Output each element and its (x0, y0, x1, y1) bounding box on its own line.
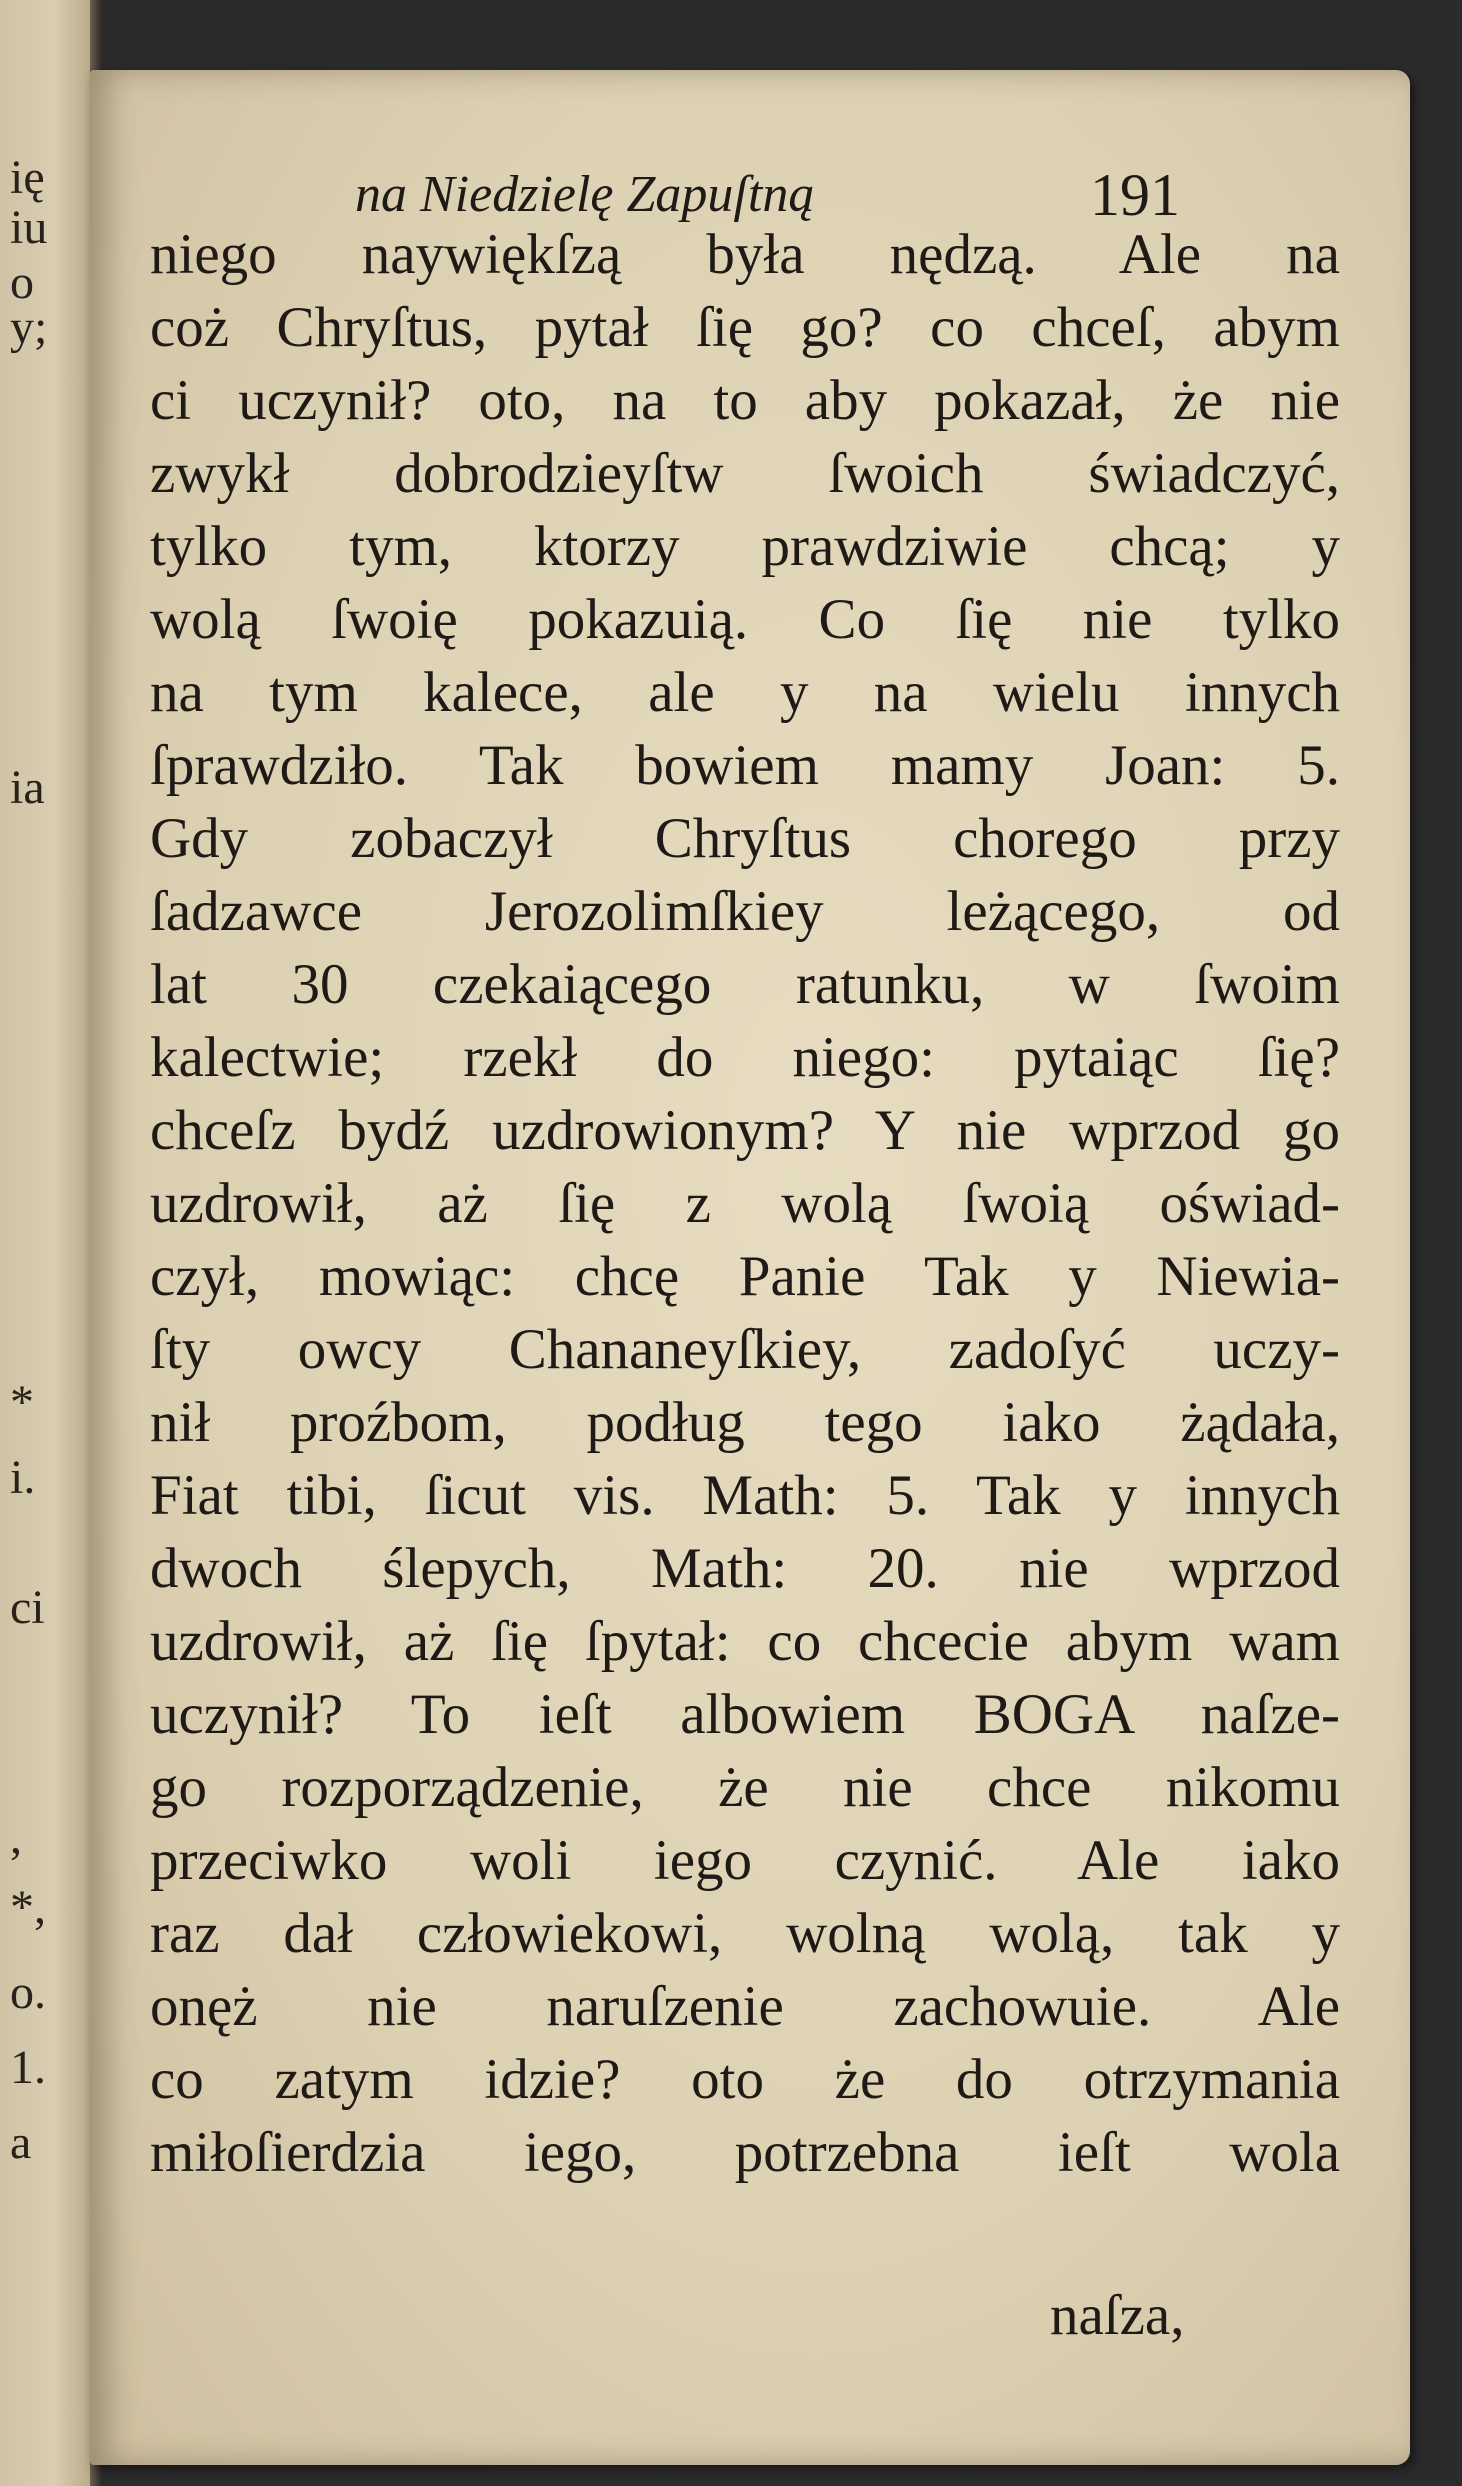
facing-page-fragment: ię (10, 151, 45, 204)
text-line: przeciwko woli iego czynić. Ale iako (150, 1829, 1340, 1892)
book-page (90, 70, 1410, 2465)
facing-page-fragment: * (10, 1376, 34, 1429)
text-line: ci uczynił? oto, na to aby pokazał, że nie (150, 369, 1340, 432)
facing-page-fragment: o (10, 256, 34, 309)
page-number: 191 (1090, 162, 1180, 228)
text-line: uzdrowił, aż ſię z wolą ſwoią oświad- (150, 1172, 1340, 1235)
facing-page-fragment: i. (10, 1451, 36, 1504)
facing-page-fragment: y; (10, 301, 48, 354)
body-text (150, 218, 1340, 2189)
text-line: kalectwie; rzekł do niego: pytaiąc ſię? (150, 1026, 1340, 1089)
text-line: dwoch ślepych, Math: 20. nie wprzod (150, 1537, 1340, 1600)
facing-page-fragment: o. (10, 1966, 46, 2019)
text-line: raz dał człowiekowi, wolną wolą, tak y (150, 1902, 1340, 1965)
running-head: na Niedzielę Zapuſtną (355, 166, 815, 223)
text-line: coż Chryſtus, pytał ſię go? co chceſ, abym (150, 296, 1340, 359)
text-line: na tym kalece, ale y na wielu innych (150, 661, 1340, 724)
text-line: niego naywiękſzą była nędzą. Ale na (150, 223, 1340, 286)
text-line: nił proźbom, podług tego iako żądała, (150, 1391, 1340, 1454)
facing-page-fragment: iu (10, 201, 48, 254)
facing-page-fragment: *, (10, 1881, 46, 1934)
text-line: tylko tym, ktorzy prawdziwie chcą; y (150, 515, 1340, 578)
text-line: uzdrowił, aż ſię ſpytał: co chcecie abym wam (150, 1610, 1340, 1673)
text-line: zwykł dobrodzieyſtw ſwoich świadczyć, (150, 442, 1340, 505)
facing-page-fragment: a (10, 2116, 32, 2169)
text-line: co zatym idzie? oto że do otrzymania (150, 2048, 1340, 2111)
text-line: Gdy zobaczył Chryſtus chorego przy (150, 807, 1340, 870)
facing-page-fragment: 1. (10, 2041, 46, 2094)
facing-page-fragment: ia (10, 761, 45, 814)
text-line: chceſz bydź uzdrowionym? Y nie wprzod go (150, 1099, 1340, 1162)
facing-page-fragment: , (10, 1811, 22, 1864)
text-line: czył, mowiąc: chcę Panie Tak y Niewia- (150, 1245, 1340, 1308)
text-line: lat 30 czekaiącego ratunku, w ſwoim (150, 953, 1340, 1016)
text-line: Fiat tibi, ſicut vis. Math: 5. Tak y innych (150, 1464, 1340, 1527)
text-line: ſty owcy Chananeyſkiey, zadoſyć uczy- (150, 1318, 1340, 1381)
text-line: uczynił? To ieſt albowiem BOGA naſze- (150, 1683, 1340, 1746)
text-line: miłoſierdzia iego, potrzebna ieſt wola (150, 2121, 1340, 2184)
text-line: ſprawdziło. Tak bowiem mamy Joan: 5. (150, 734, 1340, 797)
text-line: wolą ſwoię pokazuią. Co ſię nie tylko (150, 588, 1340, 651)
text-line: go rozporządzenie, że nie chce nikomu (150, 1756, 1340, 1819)
facing-page-fragment: ci (10, 1581, 45, 1634)
text-line: ſadzawce Jerozolimſkiey leżącego, od (150, 880, 1340, 943)
facing-page-edge (0, 0, 90, 2486)
catchword: naſza, (1050, 2284, 1185, 2347)
text-line: onęż nie naruſzenie zachowuie. Ale (150, 1975, 1340, 2038)
